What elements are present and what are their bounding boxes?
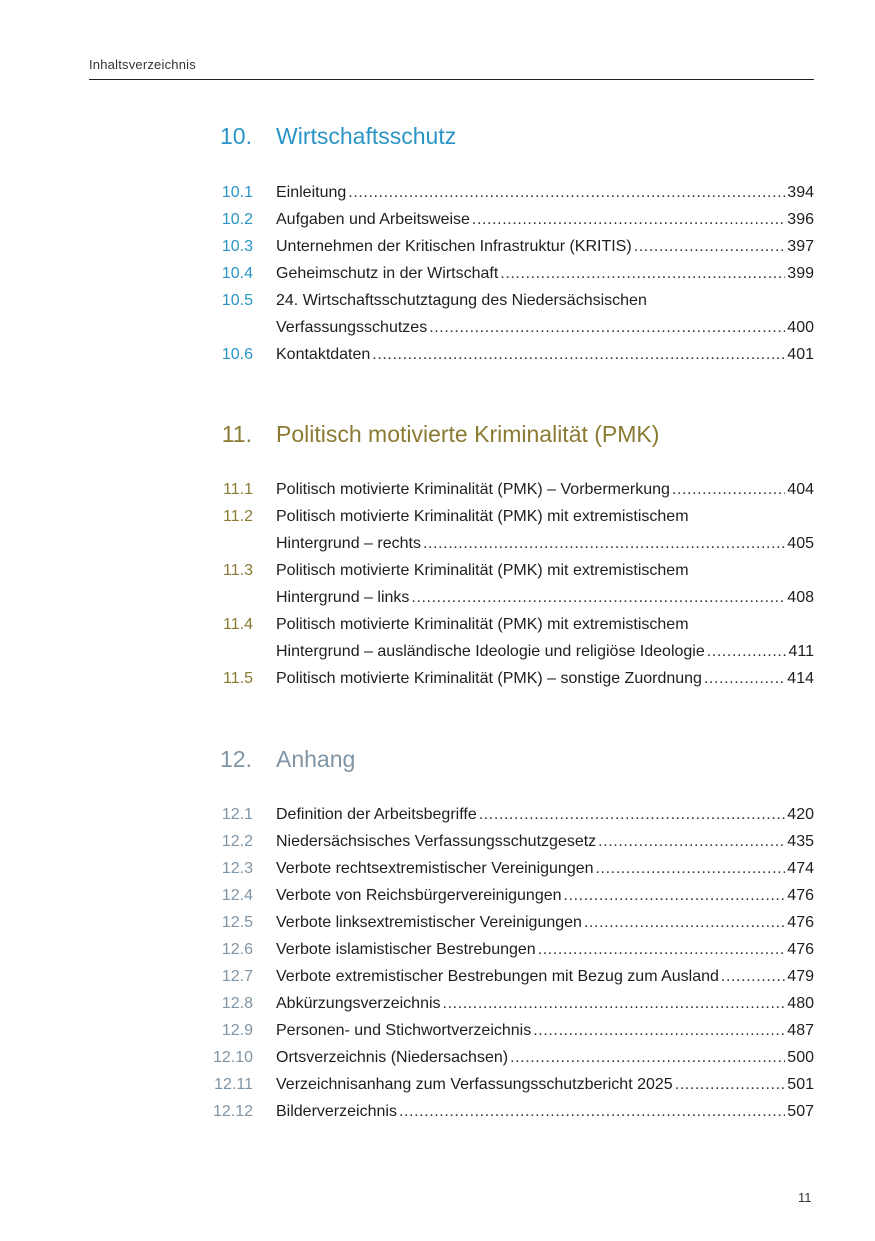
entry-page: 414 xyxy=(787,670,814,687)
dot-leader xyxy=(704,665,785,692)
entry-title: Aufgaben und Arbeitsweise xyxy=(276,211,470,228)
entry-title: Niedersächsisches Verfassungsschutzgesetz xyxy=(276,833,597,850)
chapter-title: Anhang xyxy=(276,746,356,772)
chapter-number: 11. xyxy=(221,421,252,447)
entry-number: 11.1 xyxy=(223,481,253,498)
entry-page: 408 xyxy=(787,589,814,606)
entry-title: Verbote islamistischer Bestrebungen xyxy=(276,941,536,958)
entry-title: Ortsverzeichnis (Niedersachsen) xyxy=(276,1049,509,1066)
entry-title: Verbote linksextremistischer Vereinigungen xyxy=(276,914,582,931)
entry-title-line-1: 24. Wirtschaftsschutztagung des Niedersächsischen xyxy=(276,292,647,309)
entry-title: Abkürzungsverzeichnis xyxy=(276,995,441,1012)
entry-title-line-1: Politisch motivierte Kriminalität (PMK) mit extremistischem xyxy=(276,562,689,579)
dot-leader xyxy=(479,801,786,828)
dot-leader xyxy=(634,233,786,260)
chapter-number: 10. xyxy=(220,123,252,149)
entry-page: 396 xyxy=(787,211,814,228)
entry-number: 12.4 xyxy=(221,887,253,904)
entry-number: 12.6 xyxy=(221,941,253,958)
entry-page: 476 xyxy=(787,941,814,958)
entry-number: 11.4 xyxy=(223,616,253,633)
dot-leader xyxy=(672,476,785,503)
dot-leader xyxy=(596,855,786,882)
entry-page: 420 xyxy=(787,806,814,823)
entry-title: Kontaktdaten xyxy=(276,346,371,363)
entry-number: 10.1 xyxy=(221,184,253,201)
entry-number: 11.3 xyxy=(223,562,253,579)
entry-title: Unternehmen der Kritischen Infrastruktur (KRITIS) xyxy=(276,238,632,255)
entry-number: 10.3 xyxy=(221,238,253,255)
dot-leader xyxy=(721,963,785,990)
entry-number: 12.1 xyxy=(221,806,253,823)
entry-page: 476 xyxy=(787,887,814,904)
entry-number: 12.11 xyxy=(214,1076,253,1093)
dot-leader xyxy=(598,828,785,855)
entry-number: 10.4 xyxy=(221,265,253,282)
entry-title: Definition der Arbeitsbegriffe xyxy=(276,806,477,823)
dot-leader xyxy=(707,638,787,665)
entry-title-line-2: Verfassungsschutzes xyxy=(276,319,428,336)
dot-leader xyxy=(372,341,785,368)
dot-leader xyxy=(443,990,786,1017)
dot-leader xyxy=(472,206,785,233)
running-head: Inhaltsverzeichnis xyxy=(89,57,196,72)
entry-title: Einleitung xyxy=(276,184,347,201)
entry-number: 12.8 xyxy=(221,995,253,1012)
chapter-number: 12. xyxy=(220,746,252,772)
entry-number: 11.5 xyxy=(223,670,253,687)
page-number: 11 xyxy=(798,1190,812,1205)
entry-page: 487 xyxy=(787,1022,814,1039)
entry-title: Politisch motivierte Kriminalität (PMK) – Vorbermerkung xyxy=(276,481,670,498)
entry-page: 400 xyxy=(787,319,814,336)
dot-leader xyxy=(584,909,785,936)
entry-page: 507 xyxy=(787,1103,814,1120)
dot-leader xyxy=(348,179,785,206)
entry-page: 411 xyxy=(788,643,814,660)
dot-leader xyxy=(399,1098,785,1125)
entry-title-line-2: Hintergrund – links xyxy=(276,589,410,606)
entry-page: 474 xyxy=(787,860,814,877)
dot-leader xyxy=(538,936,786,963)
entry-number: 12.5 xyxy=(221,914,253,931)
entry-title-line-1: Politisch motivierte Kriminalität (PMK) mit extremistischem xyxy=(276,508,689,525)
entry-page: 401 xyxy=(787,346,814,363)
entry-number: 12.12 xyxy=(212,1103,253,1120)
dot-leader xyxy=(564,882,786,909)
entry-title-line-1: Politisch motivierte Kriminalität (PMK) mit extremistischem xyxy=(276,616,689,633)
entry-title: Geheimschutz in der Wirtschaft xyxy=(276,265,499,282)
dot-leader xyxy=(429,314,785,341)
entry-number: 10.6 xyxy=(221,346,253,363)
entry-title: Verbote rechtsextremistischer Vereinigungen xyxy=(276,860,594,877)
entry-title: Verbote von Reichsbürgervereinigungen xyxy=(276,887,562,904)
entry-number: 10.2 xyxy=(221,211,253,228)
entry-page: 397 xyxy=(787,238,814,255)
entry-number: 11.2 xyxy=(223,508,253,525)
dot-leader xyxy=(411,584,785,611)
entry-title: Politisch motivierte Kriminalität (PMK) – sonstige Zuordnung xyxy=(276,670,702,687)
entry-title: Verbote extremistischer Bestrebungen mit Bezug zum Ausland xyxy=(276,968,719,985)
entry-page: 500 xyxy=(787,1049,814,1066)
entry-page: 476 xyxy=(787,914,814,931)
dot-leader xyxy=(510,1044,785,1071)
entry-page: 399 xyxy=(787,265,814,282)
entry-title-line-2: Hintergrund – rechts xyxy=(276,535,421,552)
entry-title-line-2: Hintergrund – ausländische Ideologie und religiöse Ideologie xyxy=(276,643,705,660)
dot-leader xyxy=(423,530,785,557)
dot-leader xyxy=(533,1017,785,1044)
entry-page: 405 xyxy=(787,535,814,552)
chapter-title: Politisch motivierte Kriminalität (PMK) xyxy=(276,421,660,447)
entry-title: Bilderverzeichnis xyxy=(276,1103,397,1120)
entry-page: 404 xyxy=(787,481,814,498)
entry-title: Verzeichnisanhang zum Verfassungsschutzbericht 2025 xyxy=(276,1076,673,1093)
chapter-title: Wirtschaftsschutz xyxy=(276,123,457,149)
entry-page: 479 xyxy=(787,968,814,985)
entry-number: 12.3 xyxy=(221,860,253,877)
entry-page: 394 xyxy=(787,184,814,201)
entry-number: 12.7 xyxy=(221,968,253,985)
entry-page: 480 xyxy=(787,995,814,1012)
entry-number: 12.9 xyxy=(221,1022,253,1039)
entry-page: 435 xyxy=(787,833,814,850)
dot-leader xyxy=(675,1071,786,1098)
entry-page: 501 xyxy=(787,1076,814,1093)
entry-number: 12.2 xyxy=(221,833,253,850)
entry-number: 10.5 xyxy=(221,292,253,309)
entry-title: Personen- und Stichwortverzeichnis xyxy=(276,1022,532,1039)
header-rule xyxy=(89,79,814,80)
entry-number: 12.10 xyxy=(212,1049,253,1066)
dot-leader xyxy=(500,260,785,287)
